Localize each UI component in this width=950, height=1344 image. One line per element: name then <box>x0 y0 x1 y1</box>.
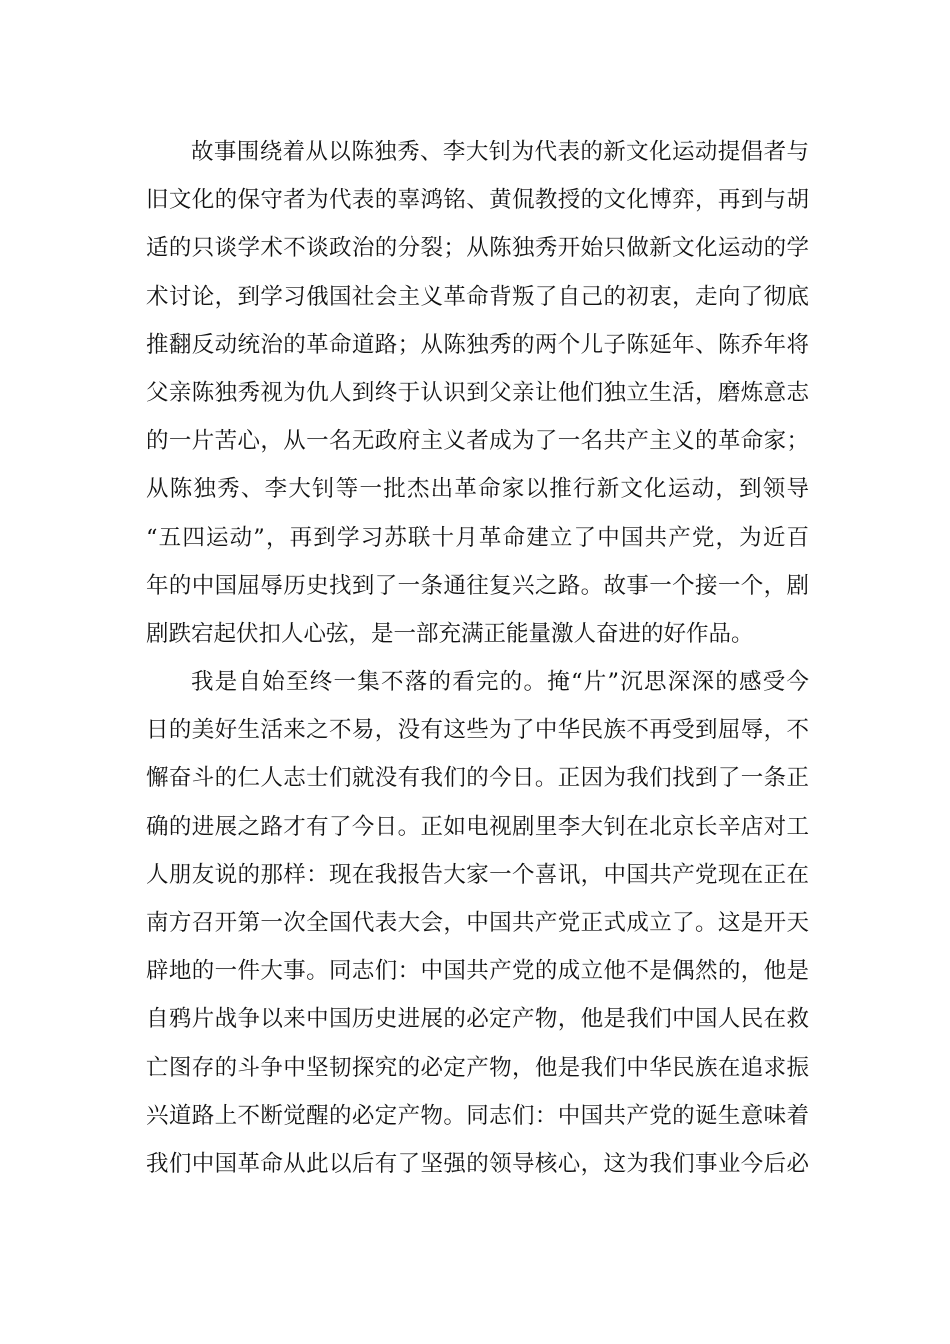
paragraph-line: 确的进展之路才有了今日。正如电视剧里李大钊在北京长辛店对工 <box>146 813 809 840</box>
paragraph-line: 的一片苦心，从一名无政府主义者成为了一名共产主义的革命家； <box>146 428 809 455</box>
paragraph-line: 从陈独秀、李大钊等一批杰出革命家以推行新文化运动，到领导 <box>146 476 809 503</box>
body-text <box>146 128 809 1188</box>
paragraph-line: 辟地的一件大事。同志们：中国共产党的成立他不是偶然的，他是 <box>146 958 809 985</box>
paragraph-line: 推翻反动统治的革命道路；从陈独秀的两个儿子陈延年、陈乔年将 <box>146 331 809 358</box>
paragraph-line: 适的只谈学术不谈政治的分裂；从陈独秀开始只做新文化运动的学 <box>146 235 809 262</box>
paragraph-line: 日的美好生活来之不易，没有这些为了中华民族不再受到屈辱，不 <box>146 717 809 744</box>
paragraph-line: 亡图存的斗争中坚韧探究的必定产物，他是我们中华民族在追求振 <box>146 1054 809 1081</box>
paragraph-1 <box>146 128 809 658</box>
paragraph-line: 懈奋斗的仁人志士们就没有我们的今日。正因为我们找到了一条正 <box>146 765 809 792</box>
paragraph-line: 兴道路上不断觉醒的必定产物。同志们：中国共产党的诞生意味着 <box>146 1102 809 1129</box>
paragraph-line: 自鸦片战争以来中国历史进展的必定产物，他是我们中国人民在救 <box>146 1006 809 1033</box>
paragraph-line: 父亲陈独秀视为仇人到终于认识到父亲让他们独立生活，磨炼意志 <box>146 379 809 406</box>
paragraph-line: 术讨论，到学习俄国社会主义革命背叛了自己的初衷，走向了彻底 <box>146 283 809 310</box>
paragraph-line: 年的中国屈辱历史找到了一条通往复兴之路。故事一个接一个，剧 <box>146 572 809 599</box>
paragraph-line: 剧跌宕起伏扣人心弦，是一部充满正能量激人奋进的好作品。 <box>146 620 754 647</box>
paragraph-line: 旧文化的保守者为代表的辜鸿铭、黄侃教授的文化博弈，再到与胡 <box>146 187 809 214</box>
paragraph-line: 我们中国革命从此以后有了坚强的领导核心，这为我们事业今后必 <box>146 1150 809 1177</box>
paragraph-2 <box>146 658 809 1188</box>
paragraph-line: 人朋友说的那样：现在我报告大家一个喜讯，中国共产党现在正在 <box>146 861 809 888</box>
paragraph-line: 故事围绕着从以陈独秀、李大钊为代表的新文化运动提倡者与 <box>191 139 809 165</box>
paragraph-line: 南方召开第一次全国代表大会，中国共产党正式成立了。这是开天 <box>146 910 809 936</box>
paragraph-line: “五四运动”，再到学习苏联十月革命建立了中国共产党，为近百 <box>146 524 809 551</box>
paragraph-line: 我是自始至终一集不落的看完的。掩“片”沉思深深的感受今 <box>191 669 809 696</box>
